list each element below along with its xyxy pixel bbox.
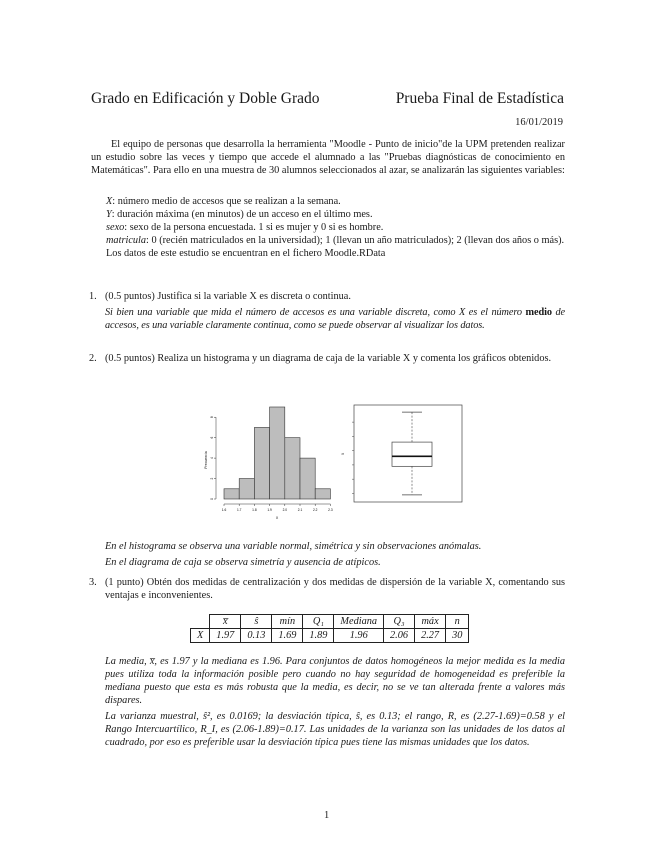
bold-medio: medio (525, 307, 552, 318)
histogram-ytick-label: 4 (210, 457, 214, 460)
intro-paragraph: El equipo de personas que desarrolla la herramienta "Moodle - Punto de inicio"de la UPM pretenden realizar un estudio sobre las veces y tiempo que accede el alumnado a las "Pruebas diagnósticas de conocimiento en Matemáticas". Para ello en una muestra de 30 alumnos seleccionados al azar, se analizarán las siguientes variables: (91, 139, 565, 176)
variable-y: Y: duración máxima (en minutos) de un acceso en el último mes. (106, 209, 373, 220)
histogram-xlabel: X (275, 516, 279, 520)
boxplot-ylabel: X (341, 452, 345, 456)
header-exam-title: Prueba Final de Estadística (395, 90, 564, 107)
stats-table (190, 614, 469, 643)
table-header-cell: Mediana (334, 615, 384, 629)
page-number: 1 (324, 810, 330, 821)
histogram-xtick-label: 1.9 (267, 508, 272, 512)
question-number: 2. (89, 353, 97, 364)
table-header-cell: Q₃ (384, 615, 415, 629)
question-1 (89, 290, 565, 303)
histogram-bar (315, 489, 330, 499)
table-row-label: X (191, 629, 210, 643)
table-row (191, 629, 469, 643)
exam-date: 16/01/2019 (515, 117, 563, 128)
histogram-xtick-label: 1.7 (236, 508, 242, 512)
boxplot-box (392, 442, 432, 466)
histogram-xtick-label: 1.6 (221, 508, 227, 512)
histogram-xtick-label: 2.1 (297, 508, 303, 512)
question-text: (1 punto) Obtén dos medidas de centralización y dos medidas de dispersión de la variable X, comentando sus ventajas e inconvenientes. (105, 577, 565, 601)
histogram-xtick-label: 2.0 (282, 508, 288, 512)
question-number: 1. (89, 291, 97, 302)
question-text: (0.5 puntos) Justifica si la variable X es discreta o continua. (105, 291, 351, 302)
table-cell: 1.96 (334, 629, 384, 643)
histogram-bar (254, 427, 269, 499)
variable-sexo: sexo: sexo de la persona encuestada. 1 si es mujer y 0 si es hombre. (106, 222, 384, 233)
header-course: Grado en Edificación y Doble Grado (91, 90, 320, 107)
table-cell: 1.69 (272, 629, 303, 643)
table-cell: 2.27 (415, 629, 446, 643)
histogram-bar (270, 407, 285, 499)
variable-matricula: matricula: 0 (recién matriculados en la universidad); 1 (llevan un año matriculados); 2 (llevan dos años o más). (106, 235, 565, 246)
table-header-cell: Q₁ (303, 615, 334, 629)
table-header-cell: mín (272, 615, 303, 629)
table-header-cell: n (446, 615, 469, 629)
answer-1: Si bien una variable que mida el número de accesos es una variable discreta, como X es el número medio de accesos, es una variable claramente continua, como se puede observar al visualizar los datos. (105, 307, 566, 331)
table-cell: 1.97 (210, 629, 241, 643)
table-header-cell: x̅ (210, 615, 241, 629)
table-header-cell: ŝ (241, 615, 272, 629)
question-number: 3. (89, 577, 97, 588)
histogram-chart (200, 402, 340, 522)
histogram-xtick-label: 2.2 (312, 508, 318, 512)
histogram-ylabel: Frecuencia (204, 451, 208, 469)
answer-3a: La media, x̅, es 1.97 y la mediana es 1.96. Para conjuntos de datos homogéneos la mejor medida es la media pues utiliza toda la información posible pero cuando no hay seguridad de homogeneidad es preferible la mediana puesto que esta es más robusta que la media, es decir, no se ve tan alterada frente a valores más dispares. (105, 656, 565, 706)
histogram-ytick-label: 6 (210, 436, 214, 439)
table-corner (191, 615, 210, 629)
data-file-note: Los datos de este estudio se encuentran en el fichero Moodle.RData (106, 248, 386, 259)
histogram-ytick-label: 2 (210, 477, 214, 480)
question-2 (89, 352, 565, 365)
histogram-xtick-label: 1.8 (252, 508, 257, 512)
variable-list (91, 195, 565, 260)
boxplot-chart (338, 402, 468, 522)
table-cell: 1.89 (303, 629, 334, 643)
histogram-bar (224, 489, 239, 499)
histogram-bar (300, 458, 315, 499)
question-text: (0.5 puntos) Realiza un histograma y un diagrama de caja de la variable X y comenta los gráficos obtenidos. (105, 353, 552, 364)
answer-3b: La varianza muestral, ŝ², es 0.0169; la desviación típica, ŝ, es 0.13; el rango, R, es (2.27-1.69)=0.58 y el Rango Intercuartílico, R_I, es (2.06-1.89)=0.17. Las unidades de la varianza son las unidades de los datos al cuadrado, por eso es preferible usar la desviación típica pues tiene las mismas unidades que los datos. (105, 711, 565, 748)
histogram-xtick-label: 2.3 (328, 508, 333, 512)
table-cell: 30 (446, 629, 469, 643)
histogram-bar (285, 438, 300, 499)
table-header-cell: máx (415, 615, 446, 629)
table-header-row (191, 615, 469, 629)
variable-x: X: número medio de accesos que se realizan a la semana. (106, 196, 341, 207)
answer-2b: En el diagrama de caja se observa simetría y ausencia de atípicos. (105, 557, 381, 568)
histogram-ytick-label: 0 (210, 498, 214, 500)
histogram-bar (239, 479, 254, 499)
histogram-ytick-label: 8 (210, 416, 214, 419)
question-3 (89, 576, 565, 602)
table-cell: 0.13 (241, 629, 272, 643)
answer-2a: En el histograma se observa una variable normal, simétrica y sin observaciones anómalas. (105, 541, 482, 552)
table-cell: 2.06 (384, 629, 415, 643)
